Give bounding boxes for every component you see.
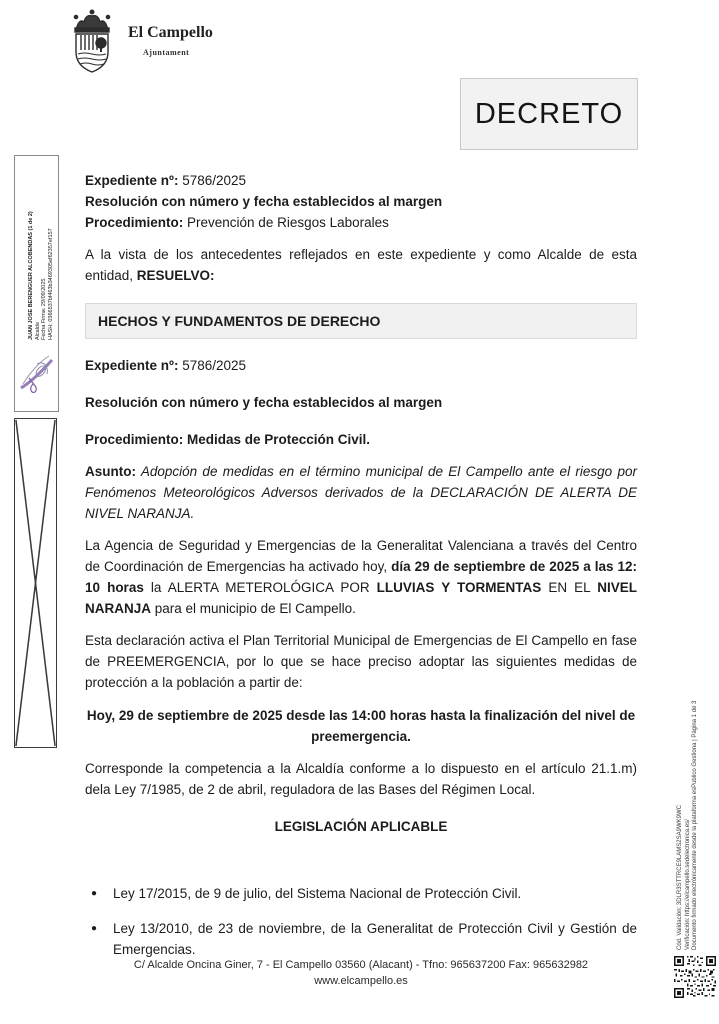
signature-stamp-text	[28, 160, 54, 340]
effective-period-paragraph: Hoy, 29 de septiembre de 2025 desde las 14:00 horas hasta la finalización del nivel de preemergencia.	[86, 708, 636, 744]
intro-paragraph: A la vista de los antecedentes reflejados en este expediente y como Alcalde de esta entidad, RESUELVO:	[85, 247, 637, 283]
asunto-paragraph: Asunto: Adopción de medidas en el término municipal de El Campello ante el riesgo por Fenómenos Meteorológicos Adversos derivados de la DECLARACIÓN DE ALERTA DE NIVEL NARANJA.	[85, 464, 637, 521]
resolucion-line-2: Resolución con número y fecha establecidos al margen	[85, 395, 443, 410]
signature-stamp-box	[14, 155, 59, 412]
list-item: ● Ley 13/2010, de 23 de noviembre, de la Generalitat de Protección Civil y Gestión de Emergencias.	[85, 918, 637, 960]
signer-name: JUAN JOSE BERENGUER ALCOBENDAS (1 de 2)	[28, 211, 34, 340]
procedimiento-line: Procedimiento: Prevención de Riesgos Laborales	[85, 215, 389, 230]
legislation-list	[85, 883, 637, 960]
expediente-line-2: Expediente nº: 5786/2025	[85, 358, 247, 373]
bullet-icon: ●	[91, 923, 98, 934]
page-footer	[85, 957, 637, 989]
bullet-icon: ●	[91, 888, 98, 899]
validation-code: Cód. Validación: 3DLR3STTRCE9LAMS2SA9WK9WC	[677, 805, 683, 950]
document-type-label: DECRETO	[474, 97, 624, 130]
coat-of-arms-icon	[66, 8, 118, 74]
section-header-hechos: HECHOS Y FUNDAMENTOS DE DERECHO	[85, 303, 637, 339]
document-body	[85, 170, 637, 974]
legislacion-title: LEGISLACIÓN APLICABLE	[274, 819, 448, 834]
org-name: El Campello	[128, 24, 213, 41]
org-subtitle: Ajuntament	[143, 48, 190, 57]
qr-code-icon	[674, 956, 716, 998]
list-item: ● Ley 17/2015, de 9 de julio, del Sistema Nacional de Protección Civil.	[85, 883, 637, 904]
expediente-line: Expediente nº: 5786/2025	[85, 173, 247, 188]
validation-margin	[677, 592, 700, 950]
crossed-placeholder-box	[14, 418, 57, 748]
footer-address: C/ Alcalde Oncina Giner, 7 - El Campello 03560 (Alacant) - Tfno: 965637200 Fax: 965632982	[133, 959, 589, 971]
handwritten-signature	[19, 344, 55, 404]
platform-note: Documento firmado electrónicamente desde la plataforma esPublico Gestiona | Página 1 de 3	[692, 700, 698, 950]
signature-date: Fecha Firma: 29/09/2025	[41, 278, 47, 340]
procedimiento-line-2: Procedimiento: Medidas de Protección Civil.	[85, 432, 371, 447]
alerta-paragraph: La Agencia de Seguridad y Emergencias de la Generalitat Valenciana a través del Centro de Coordinación de Emergencias ha activado hoy, día 29 de septiembre de 2025 a las 12: 10 horas la ALERTA METEROLÓGICA POR LLUVIAS Y TORMENTAS EN EL NIVEL NARANJA para el municipio de El Campello.	[85, 538, 637, 616]
document-type-box	[460, 78, 638, 150]
signature-hash: HASH: 0366537bf463b3469305ef62357ef157	[47, 228, 54, 340]
footer-website: www.elcampello.es	[314, 975, 408, 987]
signer-role: Alcalde	[34, 321, 41, 340]
resolucion-line: Resolución con número y fecha establecidos al margen	[85, 194, 443, 209]
competencia-paragraph: Corresponde la competencia a la Alcaldía conforme a lo dispuesto en el artículo 21.1.m) dela Ley 7/1985, de 2 de abril, reguladora de las Bases del Régimen Local.	[85, 761, 637, 797]
verification-url: Verificación: https://elcampello.sedelectronica.es/	[684, 819, 691, 950]
preemergencia-paragraph: Esta declaración activa el Plan Territorial Municipal de Emergencias de El Campello en fase de PREEMERGENCIA, por lo que se hace preciso adoptar las siguientes medidas de protección a la población a partir de:	[85, 633, 637, 690]
x-cross-icon	[15, 419, 56, 747]
